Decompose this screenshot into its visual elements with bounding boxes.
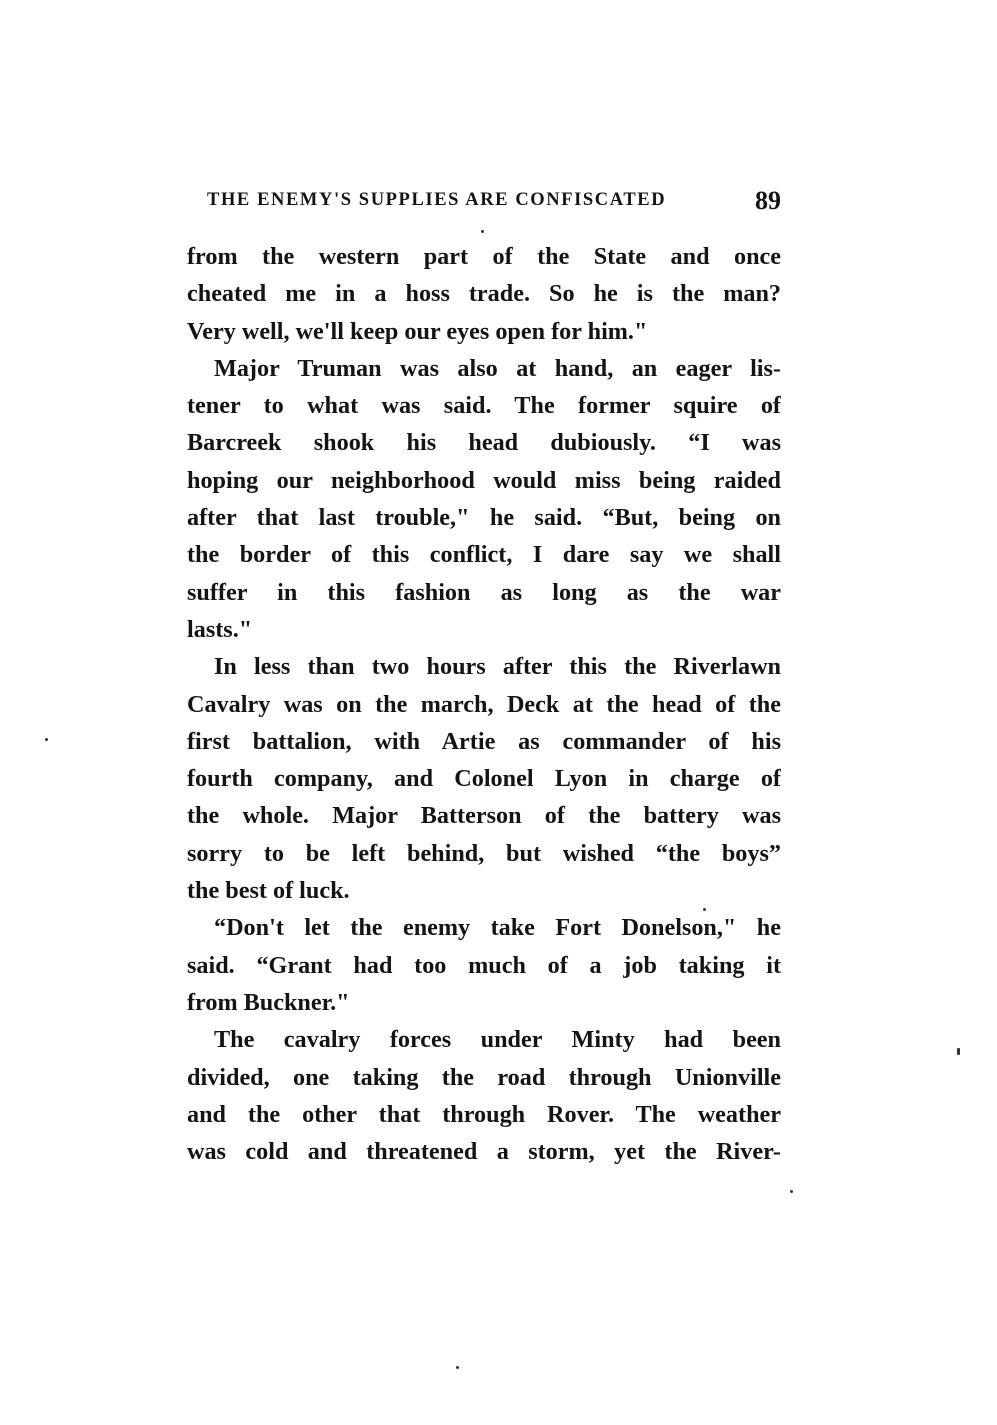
text-line: Major Truman was also at hand, an eager lis- [214, 354, 781, 382]
text-line: divided, one taking the road through Unionville [187, 1063, 781, 1091]
text-line: hoping our neighborhood would miss being raided [187, 466, 781, 494]
text-line: the border of this conflict, I dare say we shall [187, 541, 781, 569]
paragraph [187, 909, 781, 1021]
print-speck [957, 1048, 960, 1055]
text-line: from Buckner." [187, 988, 350, 1016]
text-line: fourth company, and Colonel Lyon in charge of [187, 765, 781, 793]
print-speck [790, 1190, 793, 1193]
print-speck [481, 230, 484, 233]
text-line: The cavalry forces under Minty had been [214, 1026, 781, 1054]
print-speck [456, 1366, 459, 1369]
text-line: sorry to be left behind, but wished “the boys” [187, 839, 781, 867]
running-head: THE ENEMY'S SUPPLIES ARE CONFISCATED [207, 190, 667, 210]
text-line: and the other that through Rover. The weather [187, 1100, 781, 1128]
text-line: lasts." [187, 615, 253, 643]
text-line: tener to what was said. The former squire of [187, 392, 781, 420]
text-line: “Don't let the enemy take Fort Donelson," he [214, 914, 781, 942]
text-line: first battalion, with Artie as commander of his [187, 727, 781, 755]
page-number: 89 [755, 186, 781, 215]
text-line: from the western part of the State and once [187, 243, 781, 270]
text-line: after that last trouble," he said. “But, being on [187, 504, 781, 532]
text-line: Cavalry was on the march, Deck at the head of the [187, 690, 781, 718]
page-header [207, 188, 781, 218]
text-line: cheated me in a hoss trade. So he is the man? [187, 280, 781, 308]
paragraph [187, 1021, 781, 1170]
print-speck [703, 908, 706, 911]
text-line: Barcreek shook his head dubiously. “I was [187, 429, 781, 457]
text-line: In less than two hours after this the Riverlawn [214, 653, 781, 681]
paragraph [187, 350, 781, 648]
print-speck [45, 738, 48, 741]
paragraph [187, 238, 781, 350]
text-line: Very well, we'll keep our eyes open for him." [187, 317, 648, 345]
text-line: said. “Grant had too much of a job taking it [187, 951, 781, 979]
text-line: suffer in this fashion as long as the war [187, 578, 781, 606]
text-line: the whole. Major Batterson of the battery was [187, 802, 781, 830]
text-line: the best of luck. [187, 877, 350, 905]
body-text [187, 238, 781, 1170]
text-line: was cold and threatened a storm, yet the River- [187, 1138, 781, 1166]
paragraph [187, 648, 781, 909]
